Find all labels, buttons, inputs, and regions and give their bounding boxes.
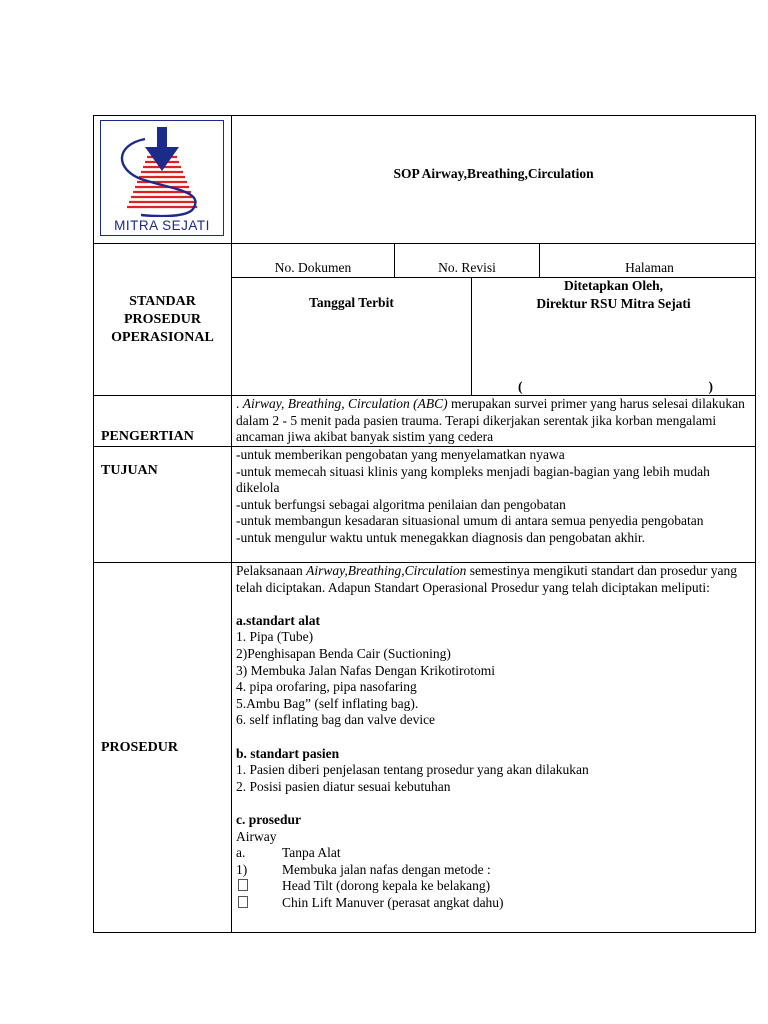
signature-close: ) bbox=[708, 379, 714, 394]
tujuan-item: -untuk berfungsi sebagai algoritma penilaian dan pengobatan bbox=[236, 496, 566, 512]
pengertian-lead: . bbox=[236, 396, 243, 411]
bullet-box-icon bbox=[236, 895, 282, 912]
prosedur-label-cell bbox=[94, 563, 232, 933]
pengertian-text: merupakan survei primer yang harus selesai dilakukan dalam 2 - 5 menit pada pasien trauma. Terapi dikerjakan serentak jika korban mengalami ancaman jiwa akibat banyak sistim yang cedera bbox=[236, 396, 745, 445]
sop-table bbox=[93, 115, 756, 933]
pengertian-label: PENGERTIAN bbox=[101, 429, 194, 444]
alat-item: 4. pipa orofaring, pipa nasofaring bbox=[236, 679, 417, 695]
alat-item: 2)Penghisapan Benda Cair (Suctioning) bbox=[236, 645, 451, 661]
prosedur-intro-pre: Pelaksanaan bbox=[236, 563, 307, 578]
step-row bbox=[236, 895, 751, 912]
document-title: SOP Airway,Breathing,Circulation bbox=[393, 165, 594, 181]
halaman-cell bbox=[540, 244, 756, 278]
prosedur-label: PROSEDUR bbox=[101, 739, 179, 755]
sop-label-cell bbox=[94, 244, 232, 396]
alat-heading: a.standart alat bbox=[236, 612, 320, 628]
no-dokumen-cell bbox=[232, 244, 395, 278]
signature-open: ( bbox=[518, 379, 523, 394]
tanggal-terbit-label: Tanggal Terbit bbox=[309, 295, 394, 310]
alat-item: 3) Membuka Jalan Nafas Dengan Krikotirotomi bbox=[236, 662, 496, 678]
ditetapkan-line-2: Direktur RSU Mitra Sejati bbox=[536, 296, 691, 311]
bullet-box-icon bbox=[236, 878, 282, 895]
ditetapkan-cell bbox=[472, 278, 756, 396]
prosedur-intro bbox=[236, 563, 751, 596]
tujuan-item: -untuk memberikan pengobatan yang menyelamatkan nyawa bbox=[236, 447, 565, 462]
no-dokumen-label: No. Dokumen bbox=[274, 260, 352, 275]
sop-label-line-1: STANDAR bbox=[129, 293, 196, 309]
sop-label-line-3: OPERASIONAL bbox=[111, 329, 214, 345]
pasien-item: 1. Pasien diberi penjelasan tentang prosedur yang akan dilakukan bbox=[236, 762, 589, 778]
step-text: Head Tilt (dorong kepala ke belakang) bbox=[282, 878, 491, 894]
step-text: Chin Lift Manuver (perasat angkat dahu) bbox=[282, 894, 504, 910]
tujuan-list bbox=[232, 447, 756, 563]
sop-label-line-2: PROSEDUR bbox=[123, 311, 201, 327]
alat-item: 5.Ambu Bag” (self inflating bag). bbox=[236, 695, 419, 711]
step-row bbox=[236, 845, 751, 862]
tujuan-label-cell bbox=[94, 447, 232, 563]
prosedur-intro-post: semestinya mengikuti standart dan prosedur yang telah diciptakan. Adapun Standart Operasional Prosedur yang telah diciptakan meliputi: bbox=[236, 563, 738, 595]
pengertian-label-cell bbox=[94, 396, 232, 447]
tujuan-item: -untuk memecah situasi klinis yang kompleks menjadi bagian-bagian yang lebih mudah dikelola bbox=[236, 463, 710, 496]
step-text: Membuka jalan nafas dengan metode : bbox=[282, 861, 491, 877]
alat-item: 1. Pipa (Tube) bbox=[236, 629, 314, 645]
no-revisi-label: No. Revisi bbox=[438, 260, 496, 275]
step-number: a. bbox=[236, 845, 246, 861]
pengertian-italic: Airway, Breathing, Circulation (ABC) bbox=[242, 396, 448, 411]
no-revisi-cell bbox=[395, 244, 540, 278]
alat-item: 6. self inflating bag dan valve device bbox=[236, 712, 436, 728]
prosedur-content bbox=[232, 563, 756, 933]
step-text: Tanpa Alat bbox=[282, 845, 341, 861]
pengertian-text-cell bbox=[232, 396, 756, 447]
prosedur-heading: c. prosedur bbox=[236, 811, 302, 827]
tujuan-item: -untuk membangun kesadaran situasional umum di antara semua penyedia pengobatan bbox=[236, 513, 704, 529]
halaman-label: Halaman bbox=[625, 260, 674, 275]
step-row bbox=[236, 862, 751, 879]
tujuan-item: -untuk mengulur waktu untuk menegakkan diagnosis dan pengobatan akhir. bbox=[236, 529, 646, 545]
brand-name: MITRA SEJATI bbox=[114, 218, 210, 233]
pasien-item: 2. Posisi pasien diatur sesuai kebutuhan bbox=[236, 778, 451, 794]
ditetapkan-line-1: Ditetapkan Oleh, bbox=[564, 278, 664, 293]
airway-label: Airway bbox=[236, 828, 277, 844]
step-row bbox=[236, 878, 751, 895]
hospital-logo bbox=[100, 120, 224, 236]
document-title-cell bbox=[232, 116, 756, 244]
tujuan-label: TUJUAN bbox=[101, 463, 158, 478]
tanggal-terbit-cell bbox=[232, 278, 472, 396]
step-number: 1) bbox=[236, 861, 248, 877]
pasien-heading: b. standart pasien bbox=[236, 745, 340, 761]
logo-cell bbox=[94, 116, 232, 244]
prosedur-intro-italic: Airway,Breathing,Circulation bbox=[306, 563, 467, 578]
